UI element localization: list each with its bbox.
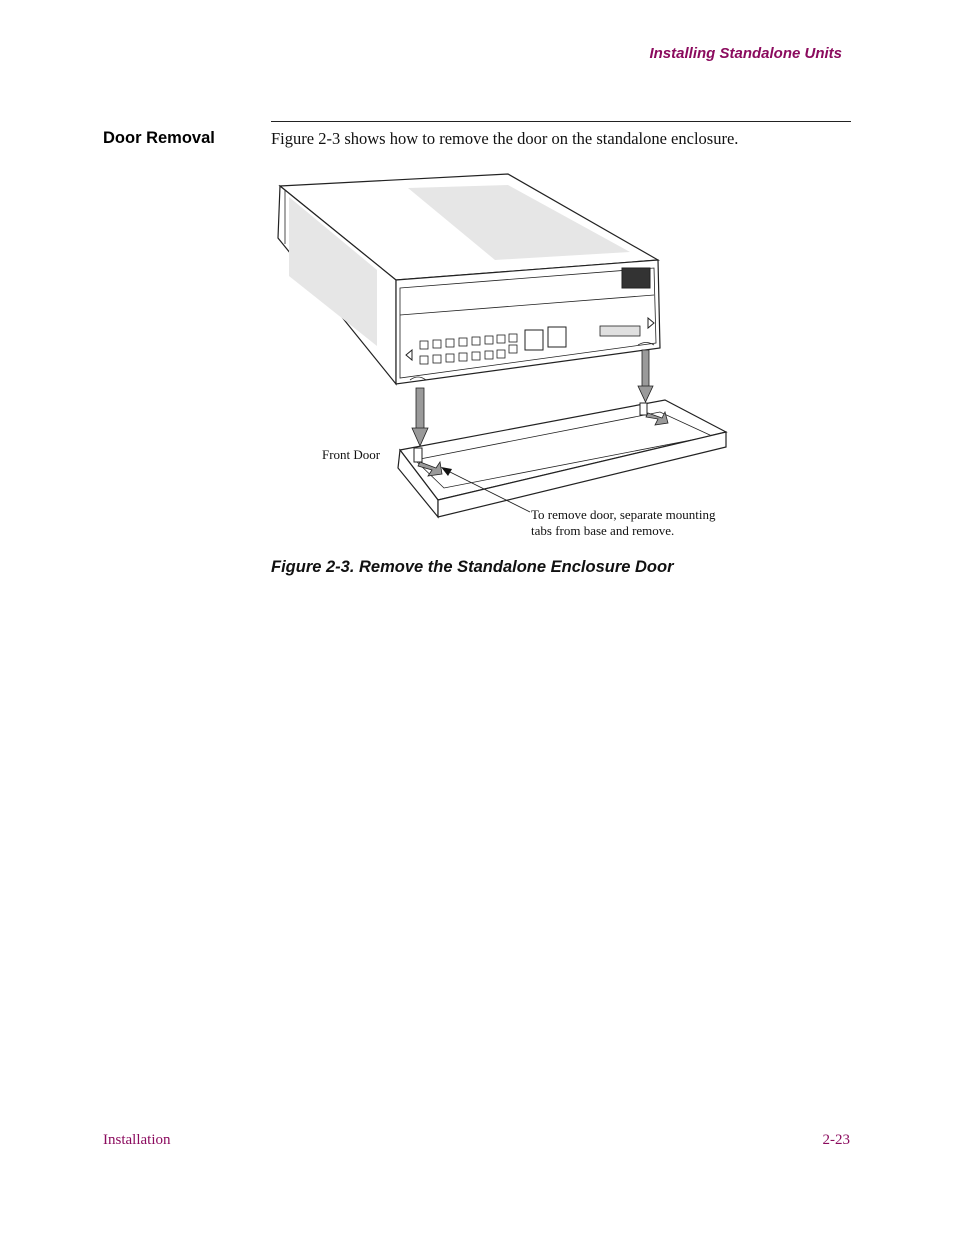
section-heading: Door Removal <box>103 129 215 147</box>
remove-door-note <box>531 507 751 539</box>
label-slot <box>600 326 640 336</box>
footer-chapter: Installation <box>103 1132 171 1148</box>
arrow-down-right <box>638 350 653 402</box>
arrow-down-left <box>412 388 428 446</box>
remove-door-note-line-1: To remove door, separate mounting <box>531 507 716 522</box>
mounting-tab-right <box>640 403 647 415</box>
header-rule <box>271 121 851 122</box>
remove-door-note-line-2: tabs from base and remove. <box>531 523 675 538</box>
drive-bay-1 <box>525 330 543 350</box>
drive-bay-2 <box>548 327 566 347</box>
running-header-title: Installing Standalone Units <box>649 45 842 62</box>
front-door-label: Front Door <box>322 447 381 462</box>
mounting-tab-left <box>414 448 422 462</box>
figure-caption: Figure 2-3. Remove the Standalone Enclosure Door <box>271 558 674 576</box>
display-window <box>622 268 650 288</box>
enclosure-drawing <box>260 170 740 550</box>
enclosure-door-illustration <box>260 170 740 550</box>
section-body-text: Figure 2-3 shows how to remove the door on the standalone enclosure. <box>271 129 739 148</box>
footer-page-number: 2-23 <box>822 1132 850 1148</box>
